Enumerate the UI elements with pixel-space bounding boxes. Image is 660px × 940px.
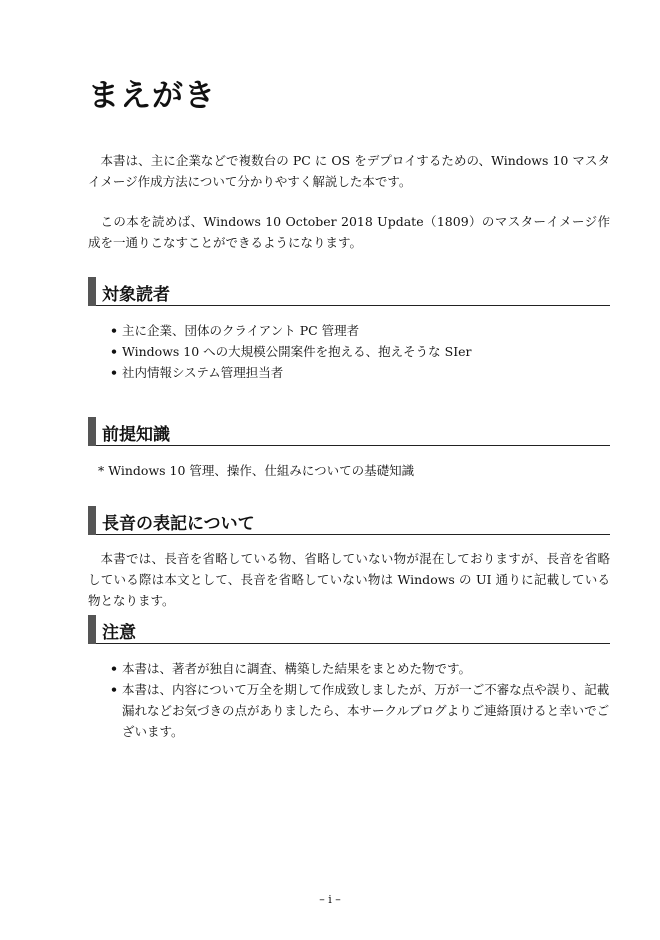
prerequisite-item <box>98 460 414 481</box>
section-heading-label: 注意 <box>102 623 136 643</box>
section-heading-long-vowel <box>88 506 610 535</box>
asterisk-marker: * <box>98 463 105 478</box>
page-number: – i – <box>319 893 341 906</box>
prerequisite-text: Windows 10 管理、操作、仕組みについての基礎知識 <box>108 463 415 478</box>
section-heading-label: 対象読者 <box>102 285 170 305</box>
list-item <box>110 341 610 362</box>
long-vowel-paragraph: 本書では、長音を省略している物、省略していない物が混在しておりますが、長音を省略している際は本文として、長音を省略していない物は Windows の UI 通りに記載している物となります。 <box>88 551 610 608</box>
section-heading-prerequisites <box>88 417 610 446</box>
section-heading-label: 前提知識 <box>102 425 170 445</box>
section-marker-bar <box>88 277 96 306</box>
bullet-icon: • <box>110 344 118 359</box>
section-marker-bar <box>88 417 96 446</box>
page-title: まえがき <box>88 78 216 114</box>
list-item-text: 主に企業、団体のクライアント PC 管理者 <box>122 323 360 338</box>
list-item <box>110 658 610 679</box>
bullet-icon: • <box>110 365 118 380</box>
list-item-text: 本書は、内容について万全を期して作成致しましたが、万が一ご不審な点や誤り、記載漏れなどお気づきの点がありましたら、本サークルブログよりご連絡頂けると幸いでございます。 <box>122 682 610 739</box>
list-item-text: Windows 10 への大規模公開案件を抱える、抱えそうな SIer <box>122 344 472 359</box>
notes-list <box>110 658 610 742</box>
intro-paragraph-1: 本書は、主に企業などで複数台の PC に OS をデプロイするための、Windows 10 マスタイメージ作成方法について分かりやすく解説した本です。 <box>88 153 610 189</box>
bullet-icon: • <box>110 682 118 697</box>
list-item <box>110 679 610 742</box>
list-item-text: 本書は、著者が独自に調査、構築した結果をまとめた物です。 <box>122 661 472 676</box>
intro-paragraph-2: この本を読めば、Windows 10 October 2018 Update（1809）のマスターイメージ作成を一通りこなすことができるようになります。 <box>88 214 610 250</box>
section-heading-label: 長音の表記について <box>102 514 255 534</box>
list-item <box>110 320 610 341</box>
section-marker-bar <box>88 506 96 535</box>
bullet-icon: • <box>110 661 118 676</box>
section-heading-notes <box>88 615 610 644</box>
list-item-text: 社内情報システム管理担当者 <box>122 365 284 380</box>
bullet-icon: • <box>110 323 118 338</box>
section-heading-audience <box>88 277 610 306</box>
audience-list <box>110 320 610 383</box>
list-item <box>110 362 610 383</box>
section-marker-bar <box>88 615 96 644</box>
